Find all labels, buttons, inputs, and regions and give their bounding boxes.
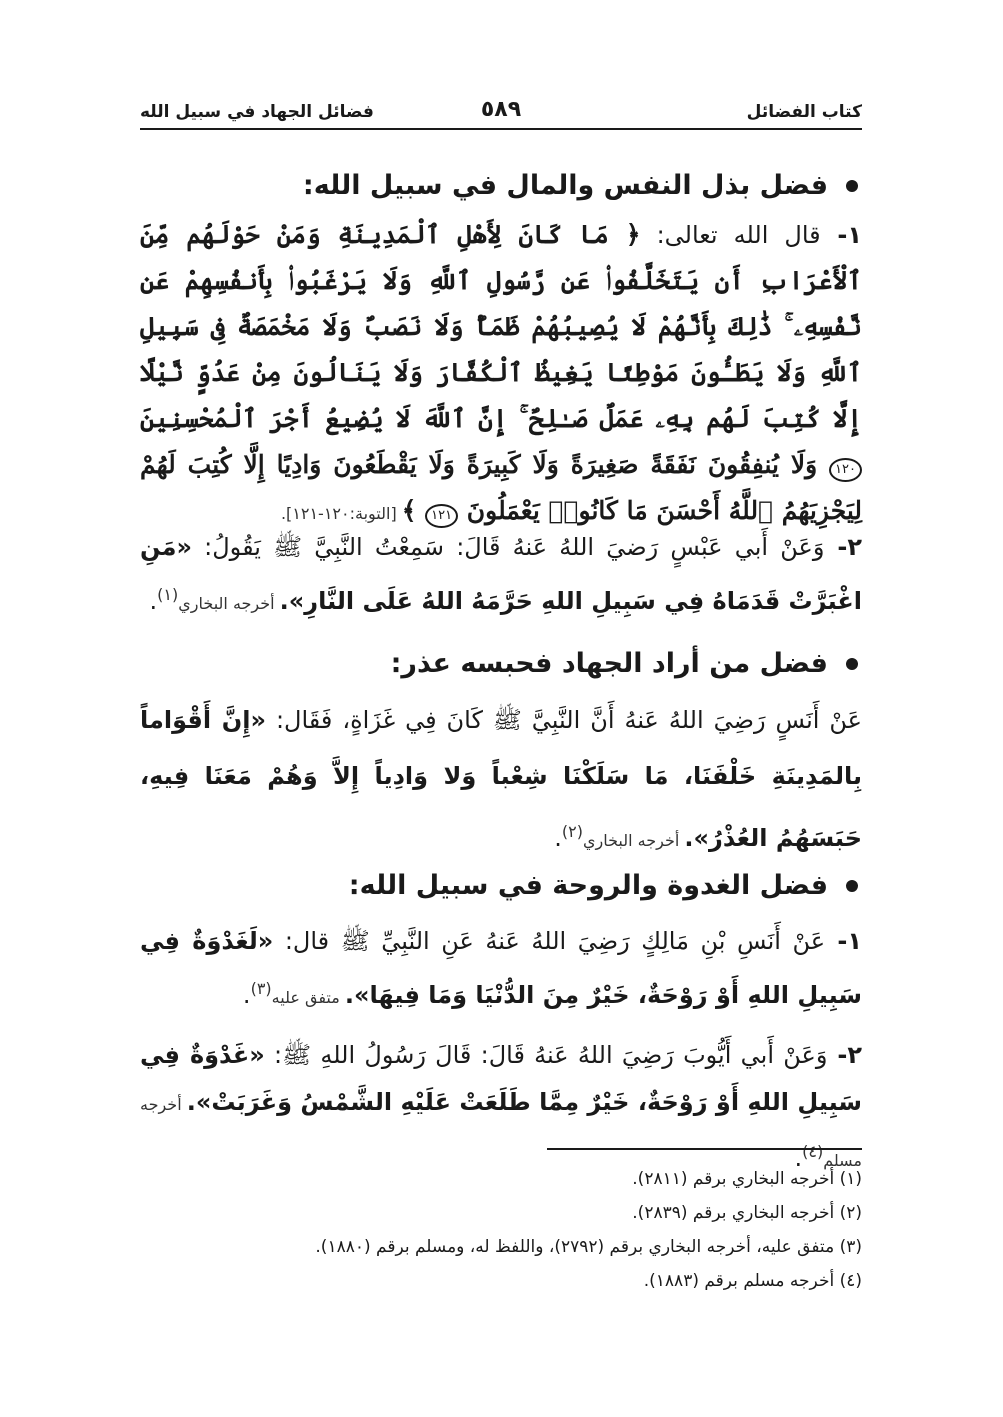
footnotes [140, 1162, 862, 1298]
footnote-item: (١) أخرجه البخاري برقم (٢٨١١). [632, 1169, 862, 1189]
footnote-ref[interactable]: (٤) [802, 1142, 824, 1161]
verse-number-icon: ١٢٠ [829, 458, 862, 482]
hadith-paragraph-abi-abs: ٢- وَعَنْ أَبي عَبْسٍ رَضيَ اللهُ عَنهُ قَالَ: سَمِعْتُ النَّبِيَّ ﷺ يَقُولُ: «مَنِ اغْبَرَّتْ قَدَمَاهُ فِي سَبِيلِ اللهِ حَرَّمَهُ اللهُ عَلَى النَّارِ». أخرجه البخاري$^{(١)}$. [140, 533, 862, 615]
section-heading-3: فضل الغدوة والروحة في سبيل الله: [349, 870, 862, 901]
hadith-paragraph-anas-2: ١- عَنْ أَنَسِ بْنِ مَالِكٍ رَضِيَ اللهُ عَنهُ عَنِ النَّبِيِّ ﷺ قال: «لَغَدْوَةٌ فِي سَبِيلِ اللهِ أَوْ رَوْحَةٌ، خَيْرٌ مِنَ الدُّنْيَا وَمَا فِيهَا». متفق عليه$^{(٣)}$. [140, 927, 862, 1009]
bullet-icon [846, 658, 858, 670]
footnote-rule [547, 1148, 862, 1150]
hadith-paragraph-abi-ayyub: ٢- وَعَنْ أَبي أَيُّوبَ رَضِيَ اللهُ عَنهُ قَالَ: قَالَ رَسُولُ اللهِ ﷺ: «غَدْوَةٌ فِي سَبِيلِ اللهِ أَوْ رَوْحَةٌ، خَيْرٌ مِمَّا طَلَعَتْ عَلَيْهِ الشَّمْسُ وَغَرَبَتْ». أخرجه مسلم$^{(٤)}$. [140, 1041, 863, 1172]
section-heading-2: فضل من أراد الجهاد فحبسه عذر: [391, 648, 862, 679]
footnote-item: (٢) أخرجه البخاري برقم (٢٨٣٩). [632, 1203, 862, 1223]
quran-reference: [التوبة:١٢٠-١٢١]. [280, 504, 402, 523]
header-rule [140, 128, 862, 130]
header-chapter-title: فضائل الجهاد في سبيل الله [140, 102, 374, 122]
quran-paragraph: ١- قال الله تعالى: ﴿ مَا كَانَ لِأَهْلِ ٱلْمَدِينَةِ وَمَنْ حَوْلَهُم مِّنَ ٱلْأَعْرَابِ أَن يَتَخَلَّفُوا۟ عَن رَّسُولِ ٱللَّهِ وَلَا يَرْغَبُوا۟ بِأَنفُسِهِمْ عَن نَّفْسِهِۦ ۚ ذَٰلِكَ بِأَنَّهُمْ لَا يُصِيبُهُمْ ظَمَأٌ وَلَا نَصَبٌ وَلَا مَخْمَصَةٌ فِى سَبِيلِ ٱللَّهِ وَلَا يَطَـُٔونَ مَوْطِئًا يَغِيظُ ٱلْكُفَّارَ وَلَا يَنَالُونَ مِنْ عَدُوٍّ نَّيْلًا إِلَّا كُتِبَ لَهُم بِهِۦ عَمَلٌ صَـٰلِحٌ ۚ إِنَّ ٱللَّهَ لَا يُضِيعُ أَجْرَ ٱلْمُحْسِنِينَ ١٢٠ وَلَا يُنفِقُونَ نَفَقَةً صَغِيرَةً وَلَا كَبِيرَةً وَلَا يَقْطَعُونَ وَادِيًا إِلَّا كُتِبَ لَهُمْ لِيَجْزِيَهُمُ ٱللَّهُ أَحْسَنَ مَا كَانُوا۟ يَعْمَلُونَ ١٢١ ﴾ [التوبة:١٢٠-١٢١]. [140, 212, 862, 537]
bullet-icon [846, 880, 858, 892]
quran-verse-121: وَلَا يُنفِقُونَ نَفَقَةً صَغِيرَةً وَلَا كَبِيرَةً وَلَا يَقْطَعُونَ وَادِيًا إِلَّا كُتِبَ لَهُمْ لِيَجْزِيَهُمُ ٱللَّهُ أَحْسَنَ مَا كَانُوا۟ يَعْمَلُونَ [140, 450, 862, 525]
header-book-title: كتاب الفضائل [746, 102, 862, 122]
verse-number-icon: ١٢١ [425, 504, 458, 528]
footnote-ref[interactable]: (٢) [561, 822, 583, 841]
footnote-ref[interactable]: (٣) [250, 979, 272, 998]
page-number: ٥٨٩ [480, 97, 522, 122]
running-header [140, 92, 862, 122]
bullet-icon [846, 180, 858, 192]
footnote-ref[interactable]: (١) [157, 585, 179, 604]
hadith-paragraph-anas-1: عَنْ أَنَسٍ رَضِيَ اللهُ عَنهُ أَنَّ النَّبِيَّ ﷺ كَانَ فِي غَزَاةٍ، فَقَال: «إِنَّ أَقْوَاماً بِالمَدِينَةِ خَلْفَنَا، مَا سَلَكْنَا شِعْباً وَلا وَادِياً إِلاَّ وَهُمْ مَعَنَا فِيهِ، حَبَسَهُمُ العُذْرُ». أخرجه البخاري$^{(٢)}$. [140, 706, 862, 852]
section-heading-1: فضل بذل النفس والمال في سبيل الله: [303, 170, 862, 201]
footnote-item: (٤) أخرجه مسلم برقم (١٨٨٣). [643, 1271, 862, 1291]
footnote-item: (٣) متفق عليه، أخرجه البخاري برقم (٢٧٩٢)، واللفظ له، ومسلم برقم (١٨٨٠). [315, 1237, 862, 1257]
quran-verse-120: ﴿ مَا كَانَ لِأَهْلِ ٱلْمَدِينَةِ وَمَنْ حَوْلَهُم مِّنَ ٱلْأَعْرَابِ أَن يَتَخَلَّفُوا۟ عَن رَّسُولِ ٱللَّهِ وَلَا يَرْغَبُوا۟ بِأَنفُسِهِمْ عَن نَّفْسِهِۦ ۚ ذَٰلِكَ بِأَنَّهُمْ لَا يُصِيبُهُمْ ظَمَأٌ وَلَا نَصَبٌ وَلَا مَخْمَصَةٌ فِى سَبِيلِ ٱللَّهِ وَلَا يَطَـُٔونَ مَوْطِئًا يَغِيظُ ٱلْكُفَّارَ وَلَا يَنَالُونَ مِنْ عَدُوٍّ نَّيْلًا إِلَّا كُتِبَ لَهُم بِهِۦ عَمَلٌ صَـٰلِحٌ ۚ إِنَّ ٱللَّهَ لَا يُضِيعُ أَجْرَ ٱلْمُحْسِنِينَ [140, 220, 862, 433]
